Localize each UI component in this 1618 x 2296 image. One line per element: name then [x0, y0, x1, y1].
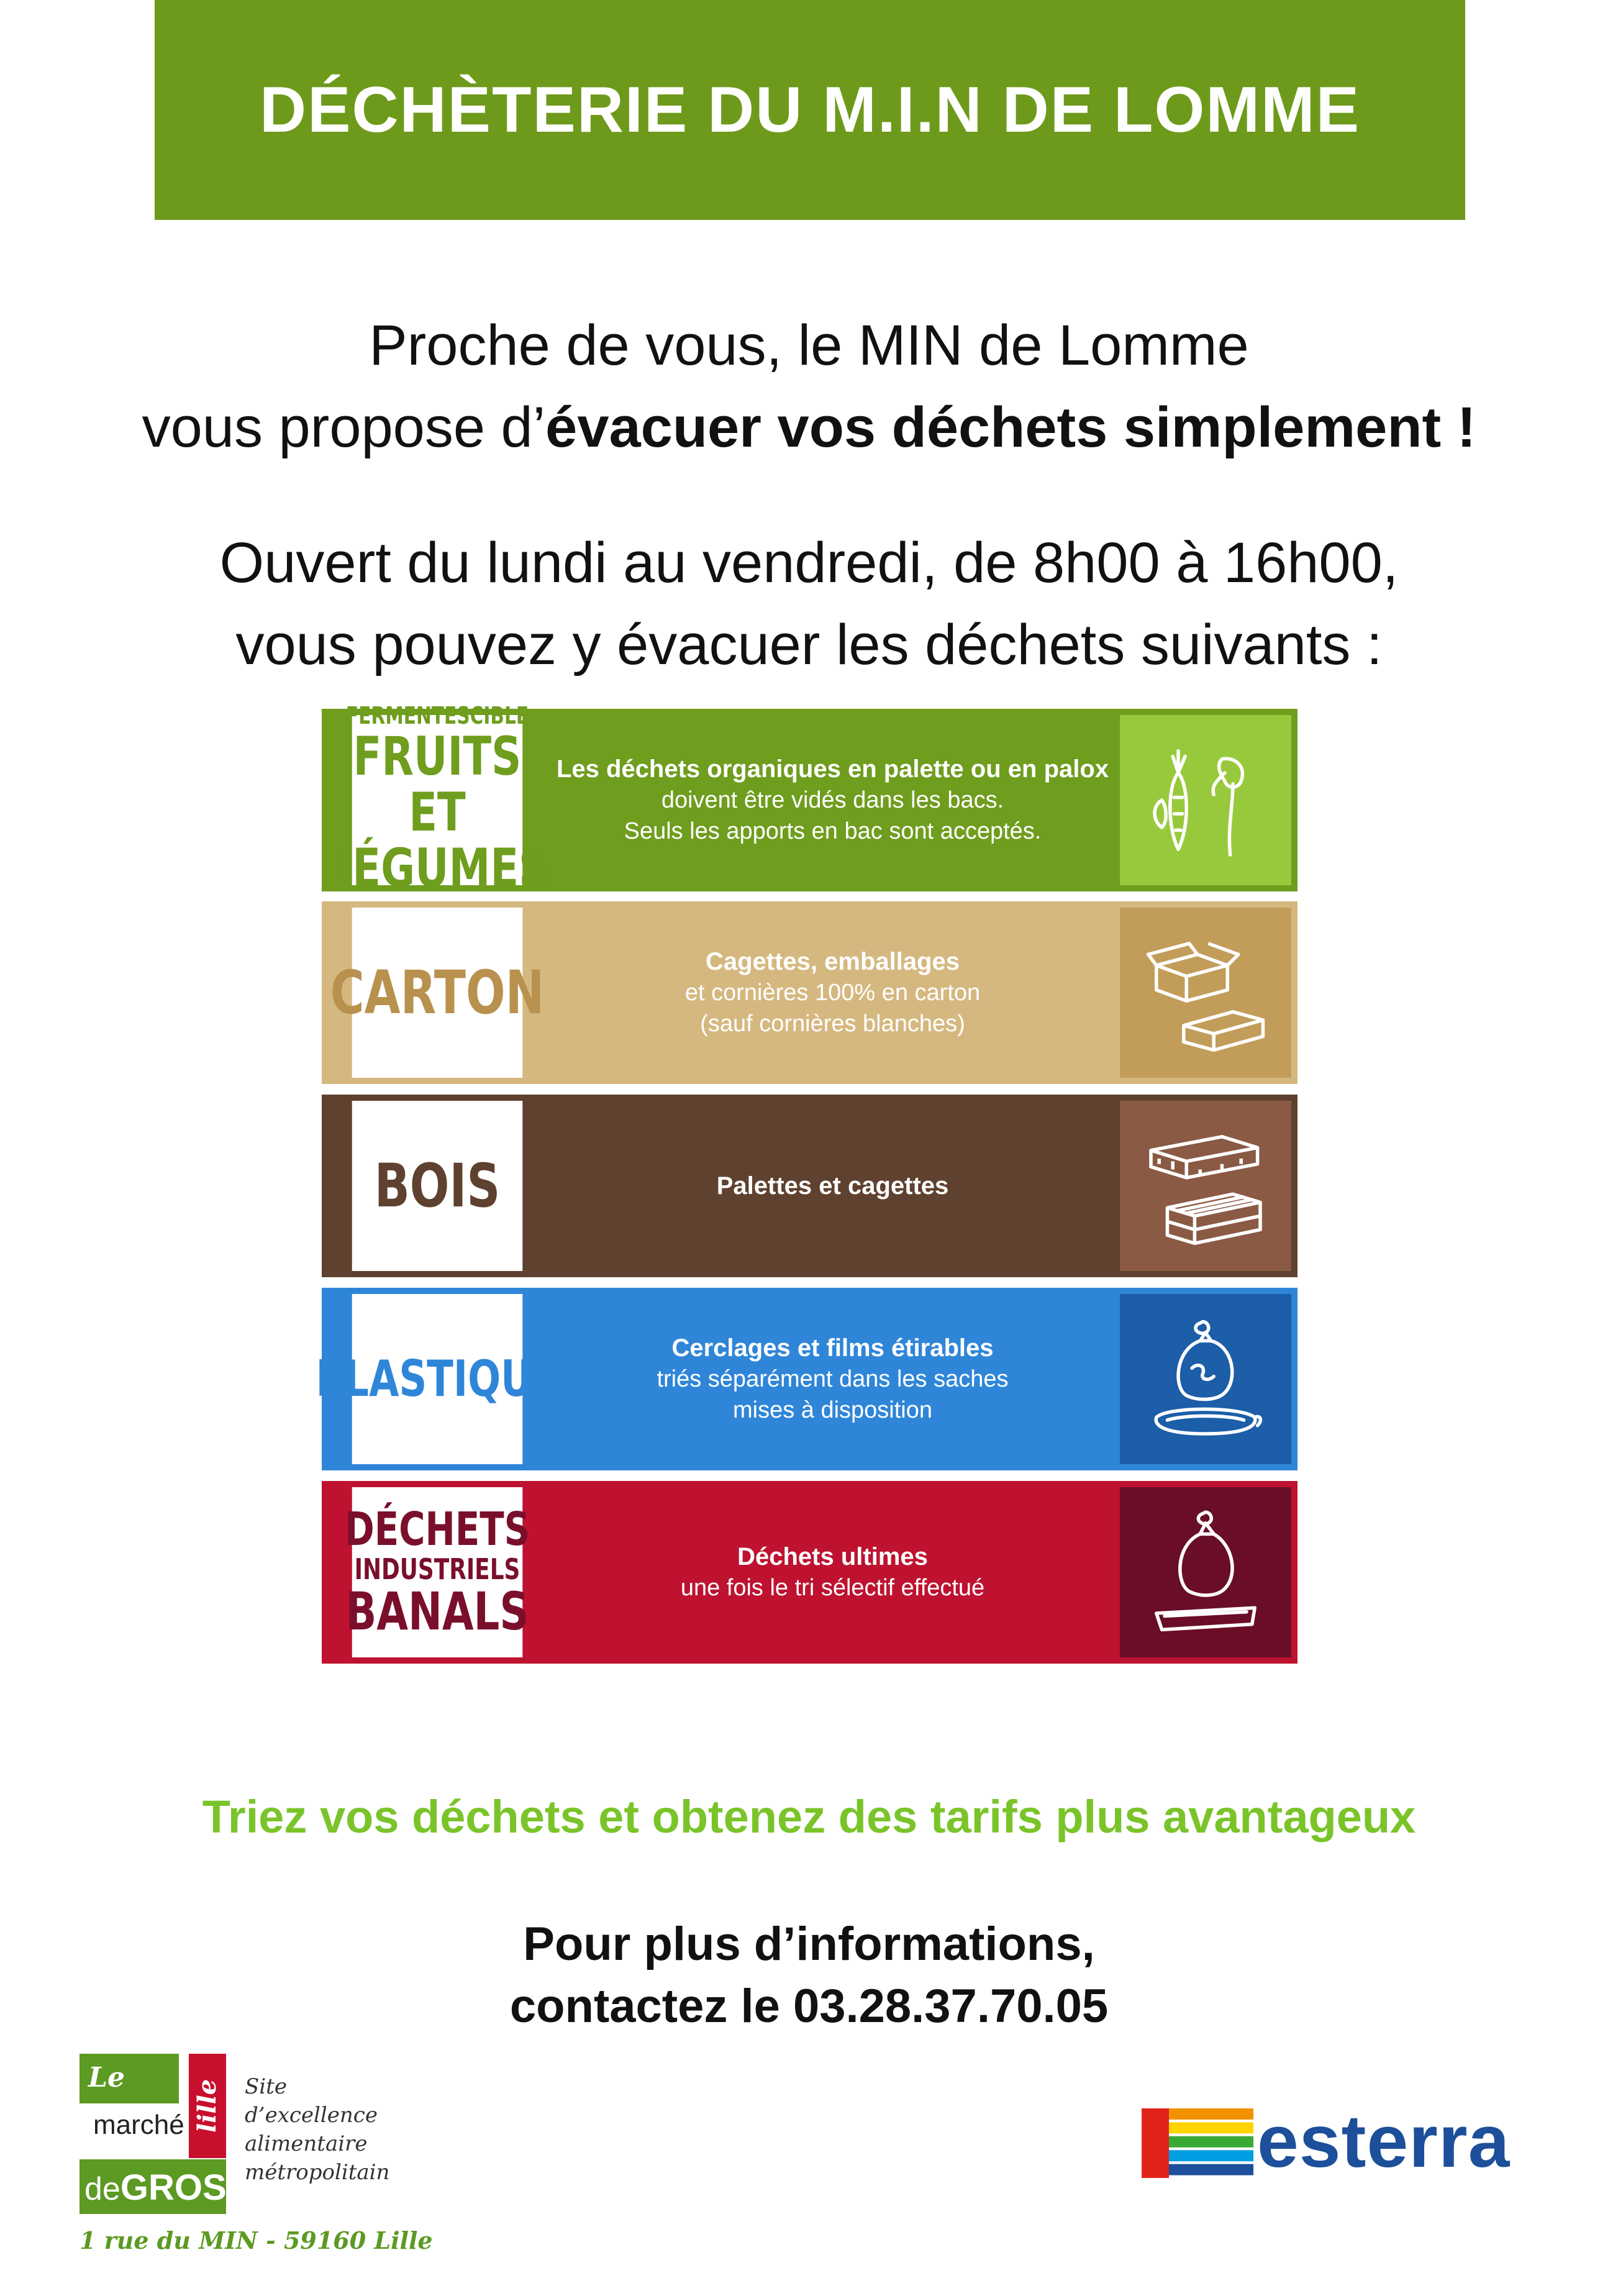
plastic-bag-icon	[1120, 1294, 1291, 1464]
sorting-message: Triez vos déchets et obtenez des tarifs plus avantageux	[202, 1791, 1416, 1843]
intro-line-2	[0, 386, 1618, 468]
logo-lille: lille	[189, 2054, 226, 2158]
logo-marche: marché	[93, 2110, 184, 2140]
category-label-line: DÉCHETS	[344, 1502, 530, 1556]
vegetables-icon	[1120, 715, 1291, 885]
logo-le: Le	[80, 2054, 179, 2103]
cardboard-boxes-icon	[1120, 908, 1291, 1078]
waste-category-description	[547, 908, 1119, 1078]
waste-category-description	[547, 1101, 1119, 1271]
description-line: Cerclages et films étirables	[671, 1334, 994, 1362]
description-line: et cornières 100% en carton	[684, 980, 981, 1006]
intro-line-1: Proche de vous, le MIN de Lomme	[369, 314, 1249, 377]
waste-category-row	[322, 701, 1298, 900]
tagline-line: alimentaire	[245, 2131, 368, 2156]
waste-category-row	[322, 901, 1298, 1084]
esterra-logo	[1142, 2100, 1564, 2183]
page-title-banner	[155, 0, 1465, 220]
description-line: Les déchets organiques en palette ou en palox	[556, 755, 1109, 783]
waste-category-description	[547, 1294, 1119, 1464]
description-line: Déchets ultimes	[737, 1543, 928, 1570]
waste-category-label	[352, 1101, 523, 1271]
esterra-stripe	[1169, 2122, 1253, 2133]
tagline-line: d’excellence	[245, 2103, 378, 2128]
category-label-line: INDUSTRIELS	[354, 1552, 520, 1586]
description-line: une fois le tri sélectif effectué	[680, 1575, 985, 1601]
esterra-stripe	[1142, 2108, 1169, 2178]
description-line: Seuls les apports en bac sont acceptés.	[624, 818, 1042, 844]
esterra-wordmark: esterra	[1257, 2100, 1511, 2183]
waste-category-label	[344, 1487, 530, 1657]
esterra-stripe	[1169, 2108, 1253, 2120]
accepted-waste-line: vous pouvez y évacuer les déchets suivants :	[235, 613, 1383, 676]
logo-gros-word: GROS	[120, 2167, 227, 2208]
opening-hours-paragraph	[0, 522, 1618, 686]
esterra-stripe	[1169, 2136, 1253, 2148]
category-label-line: FERMENTESCIBLE	[345, 701, 529, 729]
contact-phone: contactez le 03.28.37.70.05	[509, 1980, 1109, 2033]
waste-category-row	[316, 1288, 1298, 1470]
esterra-stripes-icon	[1142, 2108, 1253, 2178]
description-line: Palettes et cagettes	[716, 1172, 949, 1200]
intro-paragraph	[0, 304, 1618, 468]
waste-category-label	[330, 908, 545, 1078]
waste-category-row	[322, 1481, 1298, 1664]
category-label-line: CARTON	[330, 957, 545, 1027]
wooden-pallet-icon	[1120, 1101, 1291, 1271]
marche-de-gros-logo	[80, 2054, 433, 2254]
logo-tagline	[245, 2072, 389, 2187]
page-title: DÉCHÈTERIE DU M.I.N DE LOMME	[259, 73, 1361, 146]
waste-category-description	[547, 1487, 1119, 1657]
category-label-line: BANALS	[345, 1580, 529, 1642]
marche-de-gros-emblem	[80, 2054, 226, 2214]
intro-line-2-emphasis: évacuer vos déchets simplement !	[545, 396, 1476, 459]
address: 1 rue du MIN - 59160 Lille	[80, 2226, 433, 2254]
esterra-stripe	[1169, 2164, 1253, 2175]
contact-line-1: Pour plus d’informations,	[523, 1918, 1095, 1970]
logo-de: de	[84, 2171, 120, 2207]
trash-bag-icon	[1120, 1487, 1291, 1657]
description-line: Cagettes, emballages	[705, 948, 960, 975]
description-line: mises à disposition	[732, 1397, 933, 1423]
category-label-line: FRUITS ET	[353, 725, 522, 844]
waste-category-row	[322, 1095, 1298, 1277]
category-label-line: PLASTIQUE	[316, 1350, 559, 1408]
waste-category-description	[547, 715, 1119, 885]
tagline-line: métropolitain	[245, 2160, 390, 2185]
opening-hours-line: Ouvert du lundi au vendredi, de 8h00 à 16h00,	[219, 531, 1399, 594]
logo-gros	[84, 2167, 227, 2208]
category-label-line: LÉGUMES	[325, 837, 549, 900]
contact-info	[0, 1913, 1618, 2038]
intro-line-2-prefix: vous propose d’	[142, 396, 546, 459]
category-label-line: BOIS	[374, 1150, 501, 1221]
description-line: doivent être vidés dans les bacs.	[661, 787, 1004, 813]
esterra-stripe	[1169, 2150, 1253, 2161]
waste-category-label	[325, 701, 549, 900]
tagline-line: Site	[245, 2074, 287, 2099]
description-line: (sauf cornières blanches)	[700, 1011, 965, 1037]
waste-category-label	[316, 1294, 559, 1464]
description-line: triés séparément dans les saches	[657, 1366, 1009, 1392]
